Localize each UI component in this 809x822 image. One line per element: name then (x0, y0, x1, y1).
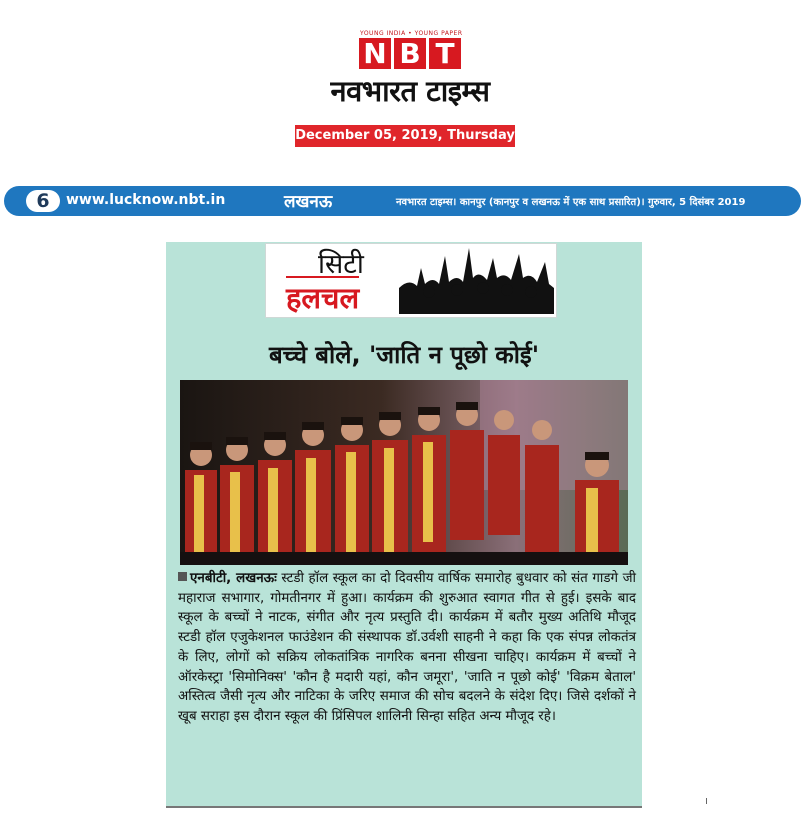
section-header (265, 243, 557, 318)
logo-letter-n: N (359, 38, 391, 69)
page-header-bar (4, 186, 801, 216)
clipping-bottom-rule (166, 806, 642, 808)
website-link[interactable]: www.lucknow.nbt.in (66, 192, 226, 208)
logo-letter-b: B (394, 38, 426, 69)
article-body (178, 569, 636, 727)
article-headline: बच्चे बोले, 'जाति न पूछो कोई' (268, 341, 540, 369)
edition-info: नवभारत टाइम्स। कानपुर (कानपुर व लखनऊ में एक साथ प्रसारित)। गुरुवार, 5 दिसंबर 2019 (396, 197, 746, 208)
logo-letter-t: T (429, 38, 461, 69)
event-photo (180, 380, 628, 565)
city-name: लखनऊ (284, 192, 333, 212)
margin-mark (706, 798, 707, 804)
publication-date: December 05, 2019, Thursday (295, 125, 515, 147)
bullet-icon (178, 572, 187, 581)
newspaper-name: नवभारत टाइम्स (330, 74, 490, 108)
article-dateline: एनबीटी, लखनऊः (190, 571, 277, 586)
nbt-logo (300, 38, 520, 69)
tagline: YOUNG INDIA • YOUNG PAPER (360, 30, 463, 37)
section-title-bottom: हलचल (286, 276, 359, 317)
section-title-top: सिटी (318, 249, 364, 280)
masthead (300, 30, 520, 110)
crowd-silhouette-icon (399, 248, 554, 314)
news-clipping (166, 242, 642, 808)
article-text: स्टडी हॉल स्कूल का दो दिवसीय वार्षिक समारोह बुधवार को संत गाडगे जी महाराज सभागार, गोमतीनगर में हुआ। कार्यक्रम की शुरुआत स्वागत गीत से हुई। इसके बाद स्कूल के बच्चों ने नाटक, संगीत और नृत्य प्रस्तुति दी। कार्यक्रम में बतौर मुख्य अतिथि मौजूद स्टडी हॉल एजुकेशनल फाउंडेशन की संस्थापक डॉ.उर्वशी साहनी ने कहा कि एक संपन्न लोकतंत्र के लिए, लोगों को सक्रिय लोकतांत्रिक नागरिक बनना सीखना चाहिए। कार्यक्रम में बच्चों ने ऑरकेस्ट्रा 'सिमोनिक्स' 'कौन है मदारी यहां, कौन जमूरा', 'जाति न पूछो कोई' 'विक्रम बेताल' अस्तित्व जैसी नृत्य और नाटिका के जरिए समाज की सोच बदलने के संदेश दिए। जिसे दर्शकों ने खूब सराहा इस दौरान स्कूल की प्रिंसिपल शालिनी सिन्हा सहित अन्य मौजूद रहे। (178, 571, 636, 724)
page-number: 6 (26, 190, 60, 212)
